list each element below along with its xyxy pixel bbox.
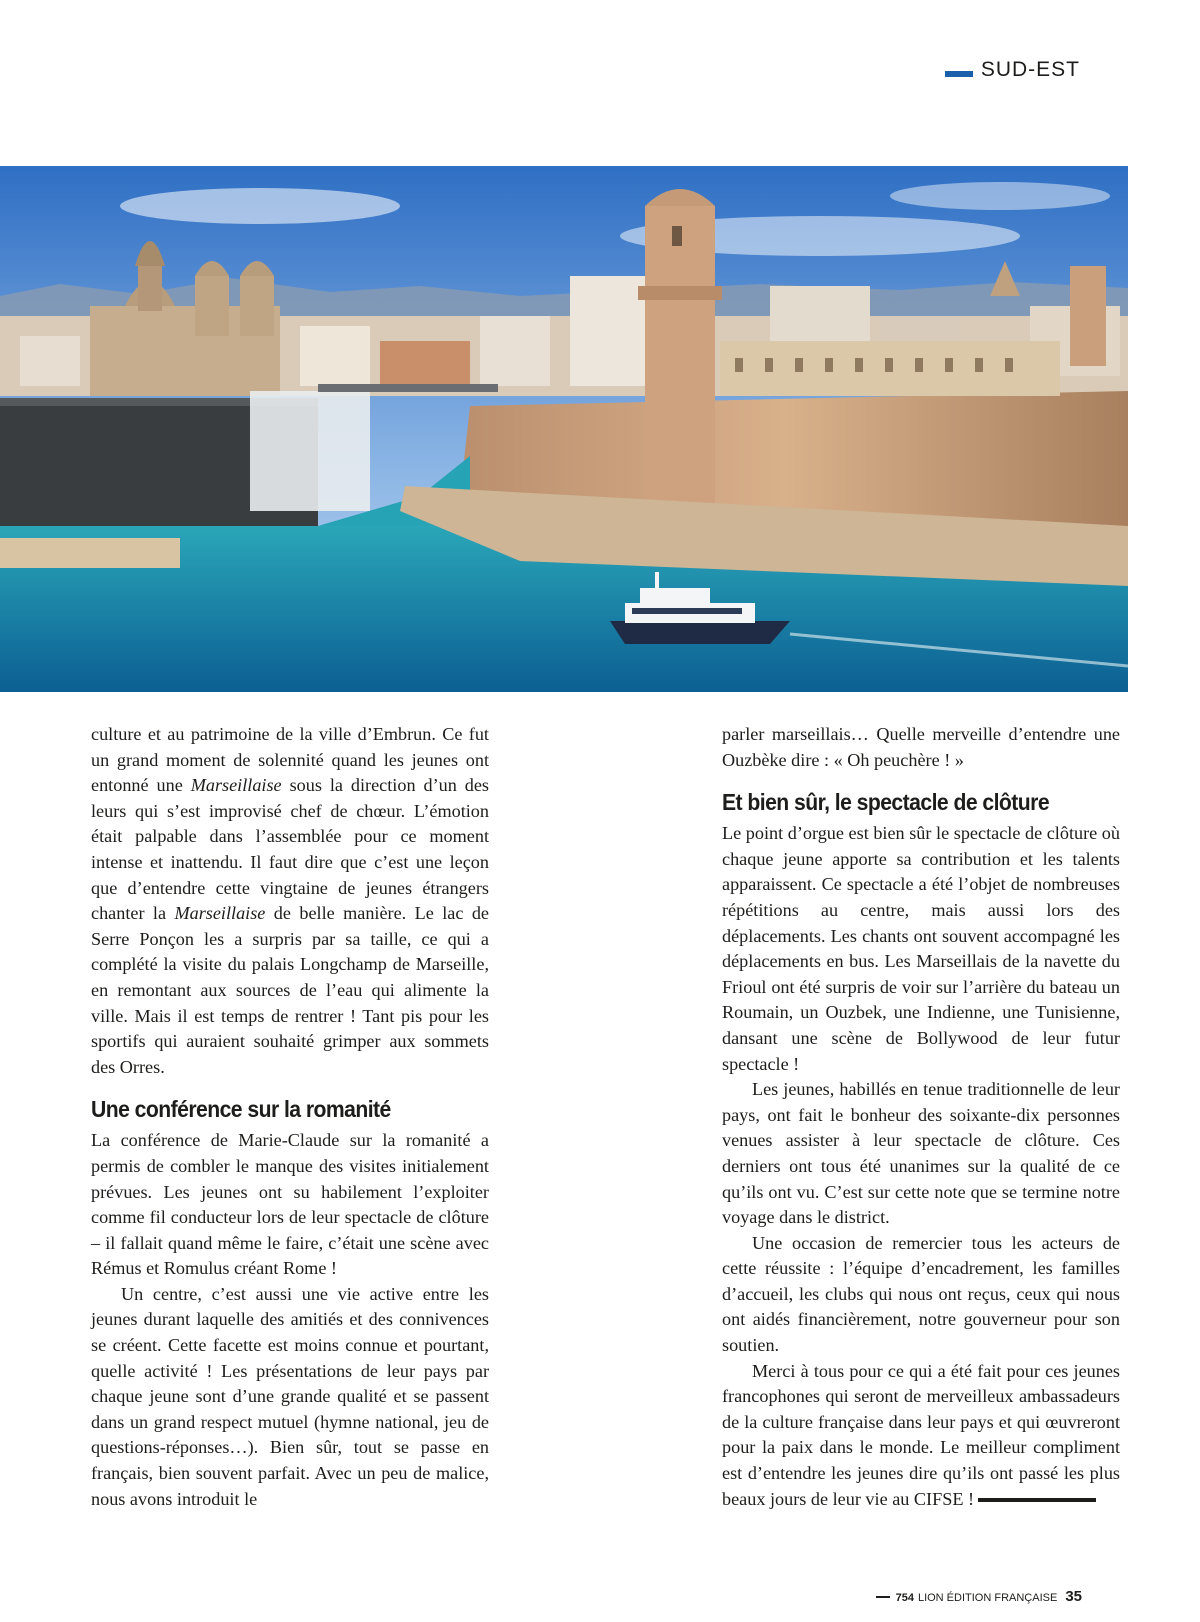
right-paragraph-5-text: Merci à tous pour ce qui a été fait pour ces jeunes francophones qui seront de merveilleux ambassadeurs de la culture française dans leur pays et qui œuvreront pour la paix dans le monde. Le meilleur compliment est d’entendre les jeunes dire qu’ils ont passé les plus beaux jours de leur vie au CIFSE ! <box>722 1360 1120 1509</box>
left-paragraph-3: Un centre, c’est aussi une vie active entre les jeunes durant laquelle des amitiés et des connivences se créent. Cette facette est moins connue et pourtant, quelle activité ! Les présentations de leur pays par chaque jeune sont d’une grande qualité et se passent dans un grand respect mutuel (hymne national, jeu de questions-réponses…). Bien sûr, tout se passe en français, bien souvent parfait. Avec un peu de malice, nous avons introduit le <box>91 1283 489 1509</box>
left-paragraph-1 <box>91 722 489 1080</box>
section-accent-bar <box>945 71 973 77</box>
photo-illustration <box>0 166 1128 692</box>
left-paragraph-1-part-c: de belle manière. Le lac de Serre Ponçon les a surpris par sa taille, ce qui a complété la visite du palais Longchamp de Marseille, en remontant aux sources de l’eau qui alimente la ville. Mais il est temps de rentrer ! Tant pis pour les sportifs qui auraient souhaité grimper aux sommets des Orres. <box>91 903 489 1077</box>
marseille-photo <box>0 166 1128 692</box>
issue-number: 754 <box>895 1592 914 1604</box>
left-paragraph-1-part-a: culture et au patrimoine de la ville d’Embrun. Ce fut un grand moment de solennité quand les jeunes ont entonné une <box>91 724 489 796</box>
marseillaise-emphasis-2: Marseillaise <box>174 903 266 924</box>
page-number: 35 <box>1065 1588 1082 1605</box>
left-column <box>91 722 489 1512</box>
section-label: SUD-EST <box>980 58 1080 81</box>
publication-name: LION ÉDITION FRANÇAISE <box>917 1592 1058 1604</box>
marseillaise-emphasis-1: Marseillaise <box>190 775 282 796</box>
heading-conference: Une conférence sur la romanité <box>91 1096 391 1123</box>
right-paragraph-5 <box>722 1359 1120 1513</box>
section-tag <box>945 58 1080 82</box>
heading-spectacle: Et bien sûr, le spectacle de clôture <box>722 789 1050 816</box>
left-paragraph-2: La conférence de Marie-Claude sur la romanité a permis de combler le manque des visites initialement prévues. Les jeunes ont su habilement l’exploiter comme fil conducteur lors de leur spectacle de clôture – il fallait quand même le faire, c’était une scène avec Rémus et Romulus créant Rome ! <box>91 1130 489 1279</box>
page-footer <box>876 1588 1082 1605</box>
right-column <box>722 722 1120 1512</box>
footer-rule <box>876 1596 890 1598</box>
right-paragraph-3: Les jeunes, habillés en tenue traditionnelle de leur pays, ont fait le bonheur des soixante-dix personnes venues assister à leur spectacle de clôture. Ces derniers ont tous été unanimes sur la qualité de ce qu’ils ont vu. C’est sur cette note que se termine notre voyage dans le district. <box>722 1079 1120 1228</box>
left-paragraph-1-part-b: sous la direction d’un des leurs qui s’est improvisé chef de chœur. L’émotion était palpable dans l’assemblée pour ce moment intense et inattendu. Il faut dire que c’est une leçon que d’entendre cette vingtaine de jeunes étrangers chanter la <box>91 775 489 924</box>
end-of-article-mark <box>978 1498 1096 1502</box>
right-paragraph-4: Une occasion de remercier tous les acteurs de cette réussite : l’équipe d’encadrement, les familles d’accueil, les clubs qui nous ont reçus, ceux qui nous ont aidés financièrement, notre gouverneur pour son soutien. <box>722 1232 1120 1356</box>
right-paragraph-2: Le point d’orgue est bien sûr le spectacle de clôture où chaque jeune apporte sa contribution et les talents apparaissent. Ce spectacle a été l’objet de nombreuses répétitions au centre, mais aussi lors des déplacements. Les chants ont souvent accompagné les déplacements en bus. Les Marseillais de la navette du Frioul ont été surpris de voir sur l’arrière du bateau un Roumain, un Ouzbek, une Indienne, une Tunisienne, dansant une scène de Bollywood de leur futur spectacle ! <box>722 823 1120 1074</box>
right-paragraph-1: parler marseillais… Quelle merveille d’entendre une Ouzbèke dire : « Oh peuchère ! » <box>722 724 1120 770</box>
